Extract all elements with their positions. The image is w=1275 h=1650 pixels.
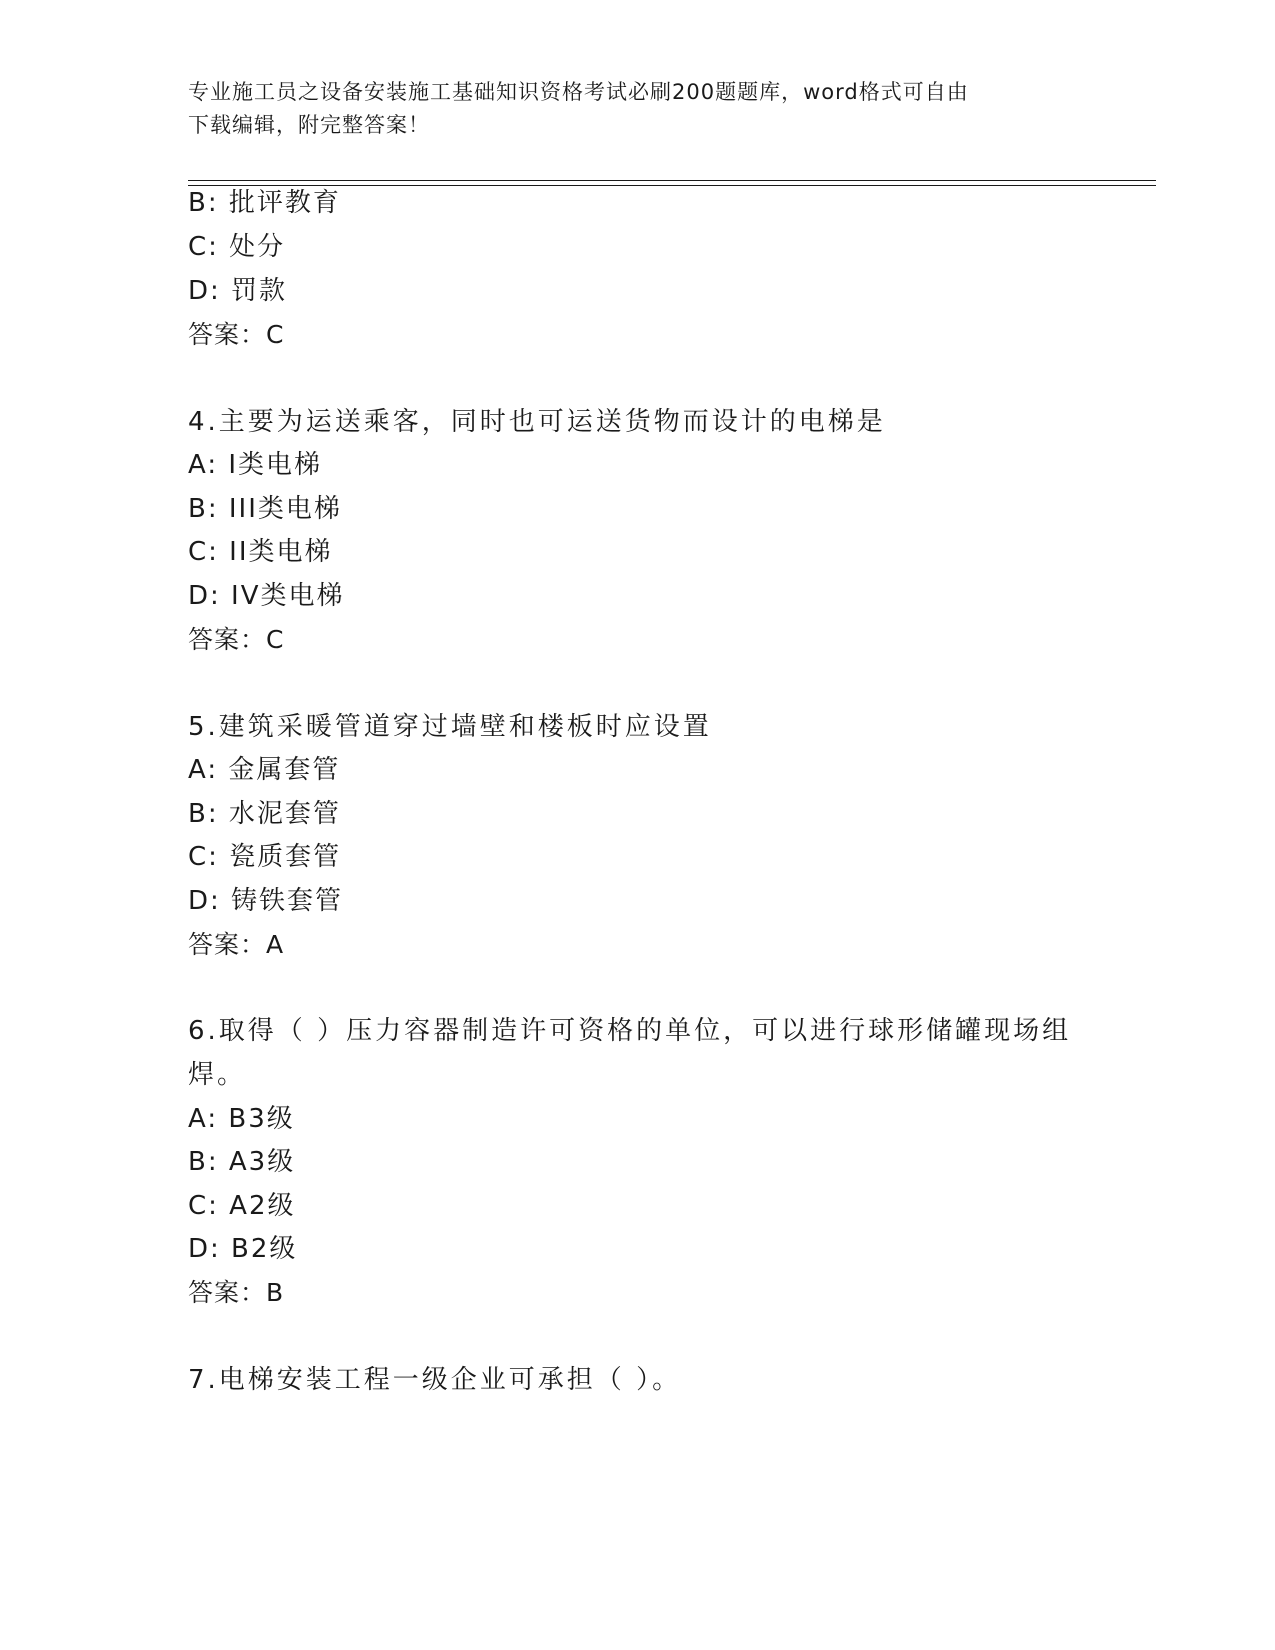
header-divider-top [188, 180, 1156, 181]
header-line-2: 下载编辑，附完整答案！ [188, 113, 430, 137]
q5-option-c: C: 瓷质套管 [188, 842, 342, 872]
q7-question: 7.电梯安装工程一级企业可承担（ ）。 [188, 1365, 682, 1395]
q6-option-d: D: B2级 [188, 1234, 298, 1264]
q6-answer: 答案：B [188, 1278, 285, 1307]
q3-option-d: D: 罚款 [188, 276, 288, 306]
q4-option-b: B: III类电梯 [188, 494, 342, 524]
q6-option-a: A: B3级 [188, 1104, 295, 1134]
q5-question: 5.建筑采暖管道穿过墙壁和楼板时应设置 [188, 712, 712, 742]
q3-option-b: B: 批评教育 [188, 188, 341, 218]
q6-question-line-1: 6.取得（ ）压力容器制造许可资格的单位，可以进行球形储罐现场组 [188, 1016, 1072, 1046]
q4-option-c: C: II类电梯 [188, 537, 333, 567]
q5-option-b: B: 水泥套管 [188, 799, 341, 829]
q4-answer: 答案：C [188, 625, 285, 654]
q5-option-d: D: 铸铁套管 [188, 886, 344, 916]
q4-question: 4.主要为运送乘客，同时也可运送货物而设计的电梯是 [188, 407, 886, 437]
q4-option-d: D: IV类电梯 [188, 581, 345, 611]
q6-option-b: B: A3级 [188, 1147, 296, 1177]
document-header [188, 76, 1068, 142]
q6-option-c: C: A2级 [188, 1191, 296, 1221]
q5-answer: 答案：A [188, 930, 285, 959]
q6-question-line-2: 焊。 [188, 1060, 247, 1090]
q3-option-c: C: 处分 [188, 232, 286, 262]
header-line-1: 专业施工员之设备安装施工基础知识资格考试必刷200题题库，word格式可自由 [188, 80, 969, 104]
q3-answer: 答案：C [188, 320, 285, 349]
q5-option-a: A: 金属套管 [188, 755, 341, 785]
q4-option-a: A: I类电梯 [188, 450, 323, 480]
